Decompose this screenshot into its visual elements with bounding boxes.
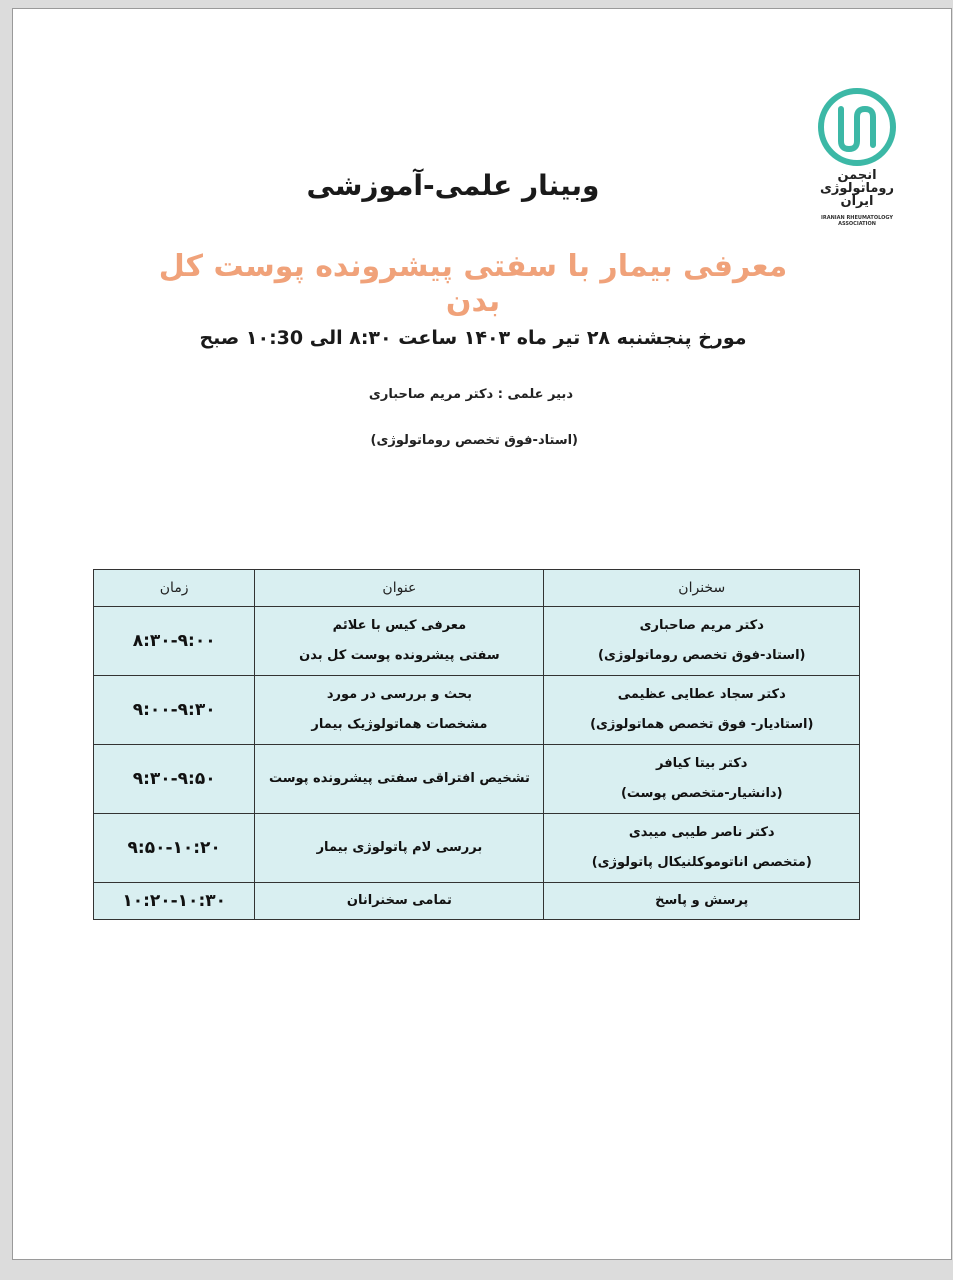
topic-cell: معرفی کیس با علائم سفتی پیشرونده پوست کل بدن [255, 607, 544, 676]
topic-cell: بحث و بررسی در مورد مشخصات هماتولوژیک بیمار [255, 676, 544, 745]
time-cell: ۸:۳۰-۹:۰۰ [94, 607, 255, 676]
time-cell: ۹:۰۰-۹:۳۰ [94, 676, 255, 745]
association-logo [805, 87, 915, 237]
table-header-row [94, 570, 860, 607]
header-speakers: سخنران [544, 570, 860, 607]
topic-cell: بررسی لام پاتولوژی بیمار [255, 814, 544, 883]
speaker-cell: دکتر مریم صاحباری (استاد-فوق تخصص روماتولوژی) [544, 607, 860, 676]
header-time: زمان [94, 570, 255, 607]
time-cell: ۹:۳۰-۹:۵۰ [94, 745, 255, 814]
table-row [94, 814, 860, 883]
speaker-cell: دکتر بیتا کیافر (دانشیار-متخصص پوست) [544, 745, 860, 814]
date-line: مورخ پنجشنبه ۲۸ تیر ماه ۱۴۰۳ ساعت ۸:۳۰ الی ۱۰:30 صبح [199, 327, 747, 349]
header-topic: عنوان [255, 570, 544, 607]
logo-mark-icon [805, 87, 909, 167]
document-page [12, 8, 952, 1260]
logo-persian-name: انجمن روماتولوژی ایران [820, 168, 894, 209]
time-cell: ۱۰:۲۰-۱۰:۳۰ [94, 883, 255, 920]
table-row [94, 607, 860, 676]
table-row [94, 745, 860, 814]
topic-cell: تشخیص افتراقی سفتی پیشرونده پوست [255, 745, 544, 814]
logo-english-name: IRANIAN RHEUMATOLOGY ASSOCIATION [821, 215, 893, 227]
speaker-cell: پرسش و پاسخ [544, 883, 860, 920]
scientific-secretary: دبیر علمی : دکتر مریم صاحباری [368, 387, 573, 402]
speaker-cell: دکتر سجاد عطایی عظیمی (استادیار- فوق تخصص هماتولوژی) [544, 676, 860, 745]
time-cell: ۹:۵۰-۱۰:۲۰ [94, 814, 255, 883]
speaker-cell: دکتر ناصر طیبی میبدی (متخصص اناتوموکلنیکال پاتولوژی) [544, 814, 860, 883]
webinar-subtitle: معرفی بیمار با سفتی پیشرونده پوست کل بدن [158, 249, 788, 319]
topic-cell: تمامی سخنرانان [255, 883, 544, 920]
page-title: وبینار علمی-آموزشی [306, 169, 600, 202]
table-row [94, 676, 860, 745]
secretary-title: (استاد-فوق تخصص روماتولوژی) [370, 433, 578, 448]
table-row [94, 883, 860, 920]
program-table [93, 569, 860, 920]
